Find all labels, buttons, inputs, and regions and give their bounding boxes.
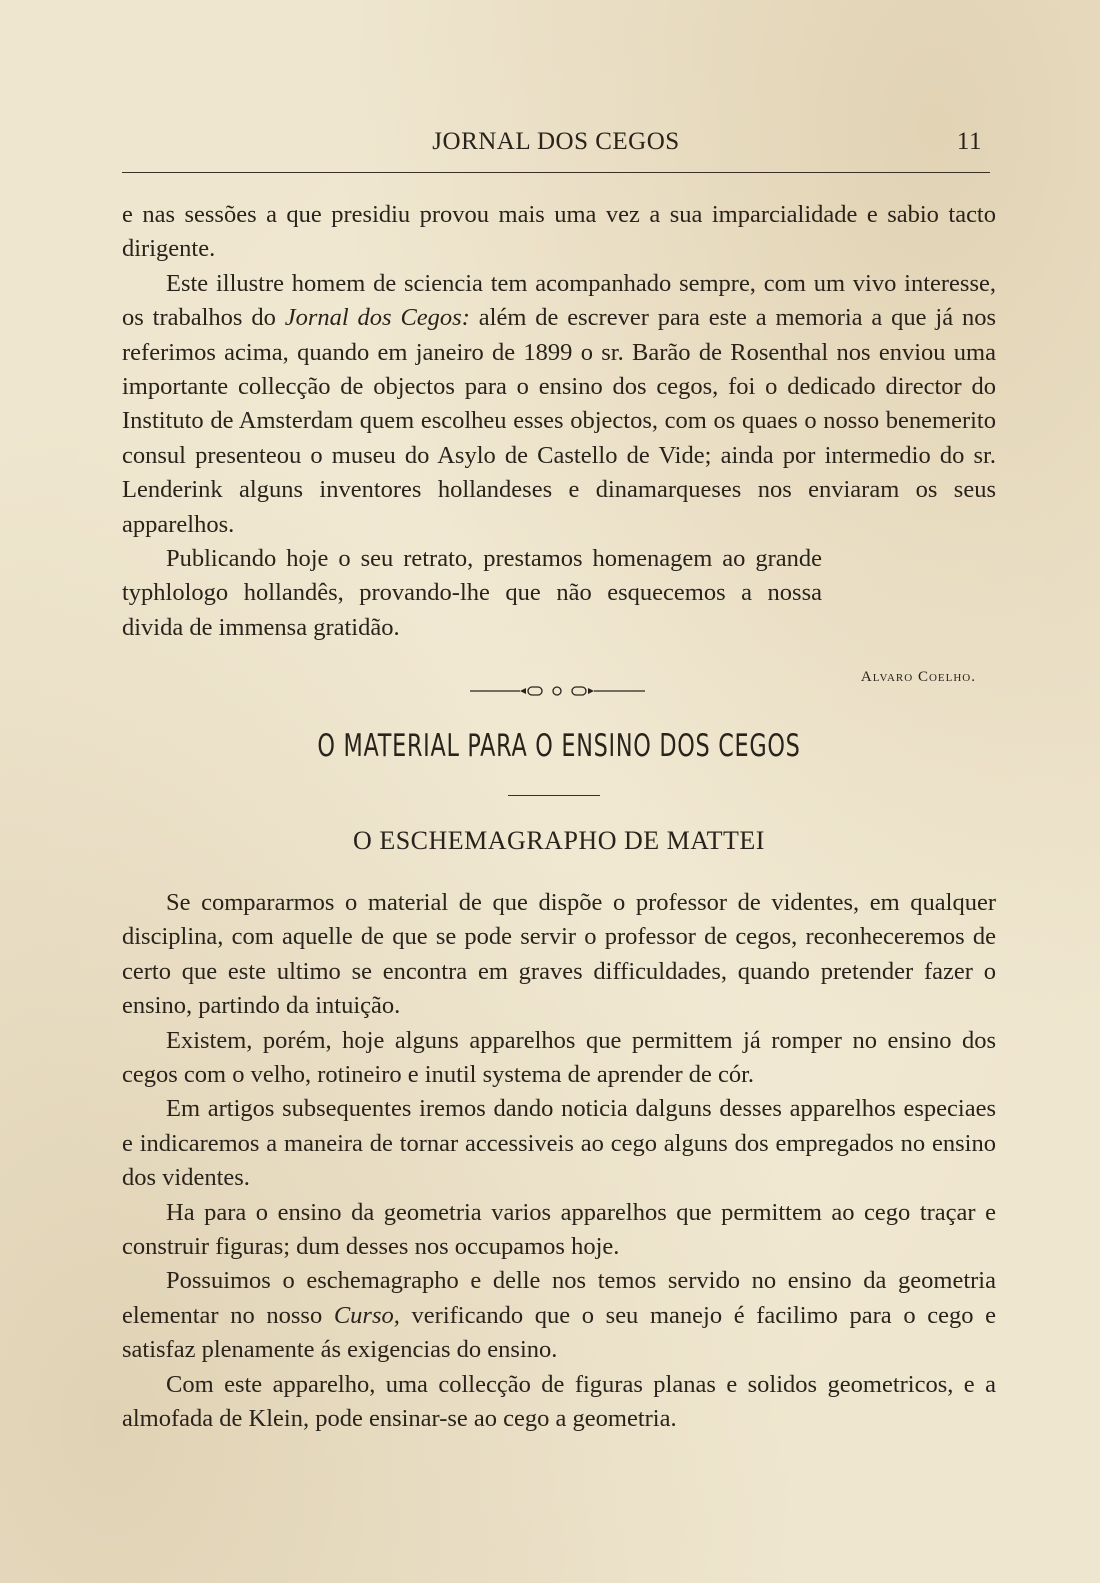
paragraph-6: Com este apparelho, uma collecção de figuras planas e solidos geometricos, e a almofada de Klein, pode ensinar-se ao cego a geometria. bbox=[122, 1370, 996, 1433]
author-signature: Alvaro Coelho. bbox=[860, 669, 976, 685]
paragraph-1: Se compararmos o material de que dispõe o professor de videntes, em qualquer disciplina, com aquelle de que se pode servir o professor de cegos, reconheceremos de certo que este ultimo se encontra em graves difficuldades, quando pretender fazer o ensino, partindo da intuição. bbox=[122, 889, 996, 1020]
paragraph-2 bbox=[122, 267, 996, 542]
paragraph-3: Publicando hoje o seu retrato, prestamos homenagem ao grande typhlologo hollandês, provando-lhe que não esquecemos a nossa divida de immensa gratidão. bbox=[122, 545, 822, 641]
section-title: O MATERIAL PARA O ENSINO DOS CEGOS bbox=[317, 728, 801, 764]
rule-ornament-icon bbox=[470, 684, 645, 698]
journal-name-italic: Jornal dos Cegos: bbox=[284, 304, 470, 332]
paragraph-5 bbox=[122, 1264, 996, 1367]
paragraph-3: Em artigos subsequentes iremos dando noticia dalguns desses apparelhos especiaes e indicaremos a maneira de tornar accessiveis ao cego alguns dos empregados no ensino dos videntes. bbox=[122, 1095, 996, 1192]
paragraph-2: Existem, porém, hoje alguns apparelhos que permittem já romper no ensino dos cegos com o velho, rotineiro e inutil systema de aprender de cór. bbox=[122, 1026, 996, 1089]
article-body bbox=[122, 886, 996, 1437]
journal-title: JORNAL DOS CEGOS bbox=[432, 128, 680, 155]
course-name-italic: Curso, bbox=[333, 1301, 400, 1329]
page-number: 11 bbox=[956, 128, 982, 155]
text-run: além de escrever para este a memoria a que já nos referimos acima, quando em janeiro de 1899 o sr. Barão de Rosenthal nos enviou uma importante collecção de objectos para o ensino dos cegos, foi o dedicado director do Instituto de Amsterdam quem escolheu esses objectos, com os quaes o nosso benemerito consul presenteou o museu do Asylo de Castello de Vide; ainda por intermedio do sr. Lenderink alguns inventores hollandeses e dinamarqueses nos enviaram os seus apparelhos. bbox=[122, 304, 997, 538]
section-subtitle: O ESCHEMAGRAPHO DE MATTEI bbox=[353, 826, 765, 855]
running-header bbox=[122, 124, 990, 158]
header-rule bbox=[122, 172, 990, 173]
text-run: verificando que o seu manejo é facilimo para o cego e satisfaz plenamente ás exigencias do ensino. bbox=[122, 1301, 996, 1364]
paragraph-1: e nas sessões a que presidiu provou mais uma vez a sua imparcialidade e sabio tacto dirigente. bbox=[122, 201, 996, 263]
text-run: Este illustre homem de sciencia tem acompanhado sempre, com um vivo interesse, os trabalhos do bbox=[122, 269, 996, 332]
title-divider bbox=[508, 795, 600, 796]
text-run: Possuimos o eschemagrapho e delle nos temos servido no ensino da geometria elementar no nosso bbox=[122, 1267, 996, 1329]
article-continuation bbox=[122, 198, 996, 645]
paragraph-4: Ha para o ensino da geometria varios apparelhos que permittem ao cego traçar e construir figuras; dum desses nos occupamos hoje. bbox=[122, 1198, 996, 1261]
